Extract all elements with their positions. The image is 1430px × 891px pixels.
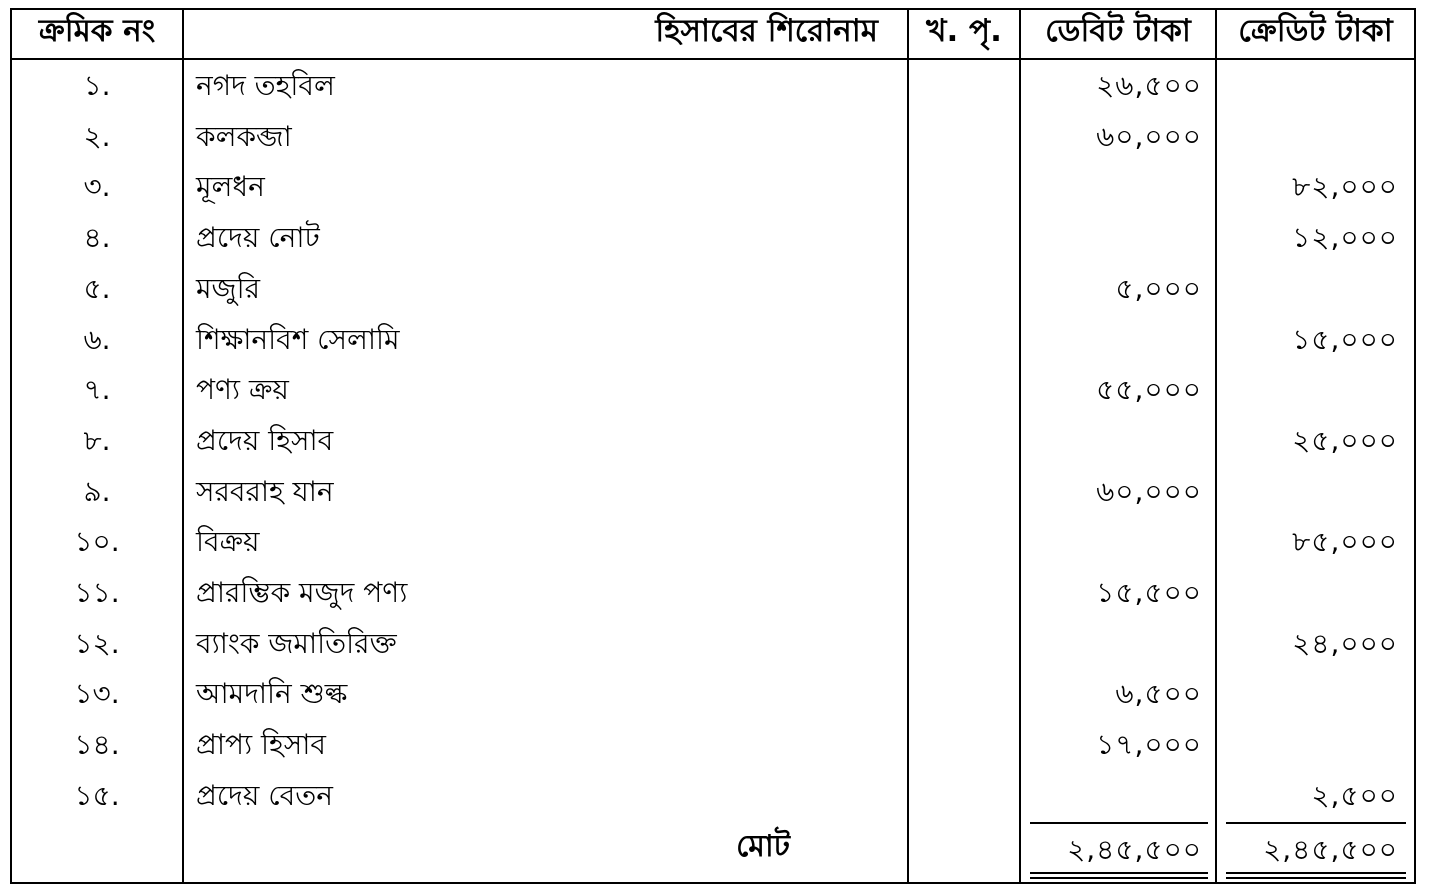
row-serial: ১৪. [74, 728, 120, 761]
row-debit: ৬০,০০০ [1096, 475, 1202, 508]
row-credit: ৮২,০০০ [1292, 170, 1398, 203]
total-label: মোট [736, 829, 790, 864]
row-account-title: পণ্য ক্রয় [196, 373, 289, 406]
row-serial: ২. [83, 120, 111, 153]
row-account-title: প্রদেয় বেতন [196, 779, 333, 812]
row-serial: ৭. [83, 373, 111, 406]
column-divider-title [907, 8, 909, 884]
row-debit: ৬,৫০০ [1115, 677, 1202, 710]
row-account-title: প্রারম্ভিক মজুদ পণ্য [196, 576, 408, 609]
row-credit: ২,৫০০ [1311, 779, 1398, 812]
row-serial: ৯. [83, 475, 111, 508]
header-serial: ক্রমিক নং [38, 13, 156, 49]
column-divider-debit [1215, 8, 1217, 884]
row-debit: ৬০,০০০ [1096, 120, 1202, 153]
row-serial: ১৩. [74, 677, 120, 710]
row-account-title: বিক্রয় [196, 525, 260, 558]
row-credit: ২৫,০০০ [1292, 424, 1398, 457]
row-account-title: ব্যাংক জমাতিরিক্ত [196, 627, 397, 660]
debit-double-underline-top [1030, 872, 1208, 874]
row-debit: ২৬,৫০০ [1096, 69, 1202, 102]
header-ledger-page: খ. পৃ. [926, 13, 1002, 49]
row-credit: ৮৫,০০০ [1292, 525, 1398, 558]
row-account-title: মজুরি [196, 272, 261, 305]
column-divider-ledger [1019, 8, 1021, 884]
row-account-title: নগদ তহবিল [196, 69, 335, 102]
debit-double-underline-bottom [1030, 877, 1208, 879]
row-serial: ৩. [83, 170, 111, 203]
row-serial: ৬. [83, 323, 111, 356]
row-account-title: কলকব্জা [196, 120, 292, 153]
header-divider [10, 58, 1416, 60]
total-debit: ২,৪৫,৫০০ [1067, 833, 1202, 866]
credit-underline [1226, 822, 1406, 824]
row-account-title: শিক্ষানবিশ সেলামি [196, 323, 400, 356]
row-serial: ৪. [83, 221, 111, 254]
total-credit: ২,৪৫,৫০০ [1263, 833, 1398, 866]
row-serial: ১১. [74, 576, 120, 609]
row-account-title: মূলধন [196, 170, 265, 203]
header-account-title: হিসাবের শিরোনাম [655, 13, 878, 49]
row-account-title: প্রদেয় হিসাব [196, 424, 334, 457]
debit-underline [1030, 822, 1208, 824]
header-debit: ডেবিট টাকা [1045, 13, 1191, 49]
credit-double-underline-bottom [1226, 877, 1406, 879]
row-debit: ১৫,৫০০ [1096, 576, 1202, 609]
row-credit: ১২,০০০ [1292, 221, 1398, 254]
header-credit: ক্রেডিট টাকা [1238, 13, 1393, 49]
row-debit: ৫৫,০০০ [1096, 373, 1202, 406]
row-account-title: আমদানি শুল্ক [196, 677, 348, 710]
column-divider-serial [182, 8, 184, 884]
row-serial: ১২. [74, 627, 120, 660]
row-serial: ১০. [74, 525, 120, 558]
row-serial: ১৫. [74, 779, 120, 812]
row-account-title: প্রাপ্য হিসাব [196, 728, 326, 761]
row-account-title: প্রদেয় নোট [196, 221, 320, 254]
row-debit: ১৭,০০০ [1096, 728, 1202, 761]
row-account-title: সরবরাহ যান [196, 475, 334, 508]
row-serial: ১. [83, 69, 111, 102]
row-serial: ৮. [83, 424, 111, 457]
row-debit: ৫,০০০ [1115, 272, 1202, 305]
row-credit: ১৫,০০০ [1292, 323, 1398, 356]
row-serial: ৫. [83, 272, 111, 305]
row-credit: ২৪,০০০ [1292, 627, 1398, 660]
credit-double-underline-top [1226, 872, 1406, 874]
